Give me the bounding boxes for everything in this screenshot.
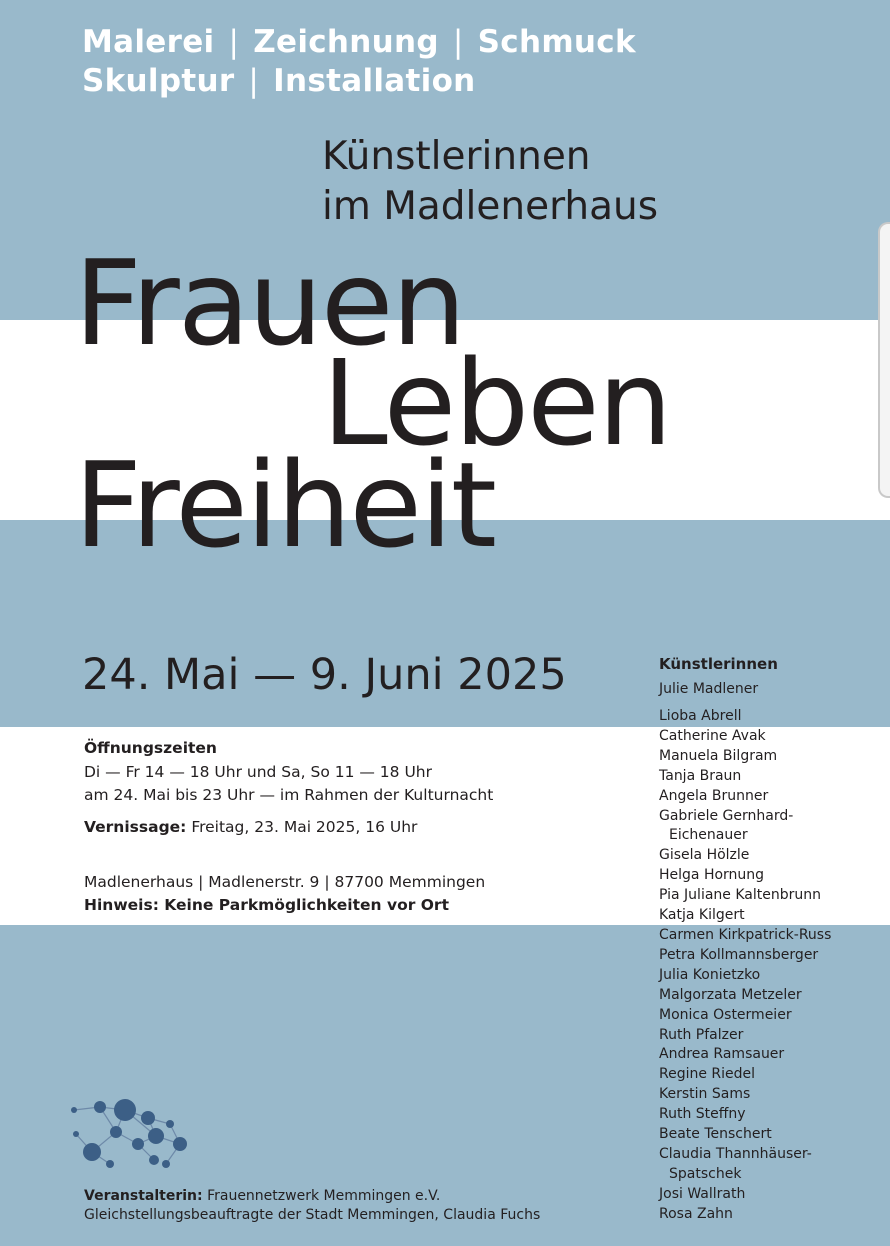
organizer-label: Veranstalterin: xyxy=(84,1188,203,1204)
artist-name: Regine Riedel xyxy=(659,1066,756,1083)
exhibition-dates: 24. Mai — 9. Juni 2025 xyxy=(82,650,567,700)
opening-hours-line-1: Di — Fr 14 — 18 Uhr und Sa, So 11 — 18 Uhr xyxy=(84,763,433,781)
subtitle-line-2: im Madlenerhaus xyxy=(322,184,659,229)
artist-name: Catherine Avak xyxy=(659,727,766,744)
artist-name: Josi Wallrath xyxy=(659,1185,746,1202)
organizer-line-1 xyxy=(84,1187,540,1206)
categories-line-1 xyxy=(82,24,636,60)
vernissage-label: Vernissage: xyxy=(84,818,187,836)
subtitle-line-1: Künstlerinnen xyxy=(322,134,591,179)
artist-name: Katja Kilgert xyxy=(659,907,745,924)
side-scroll-tab[interactable] xyxy=(878,222,890,498)
category-zeichnung: Zeichnung xyxy=(253,24,439,60)
artist-name: Angela Brunner xyxy=(659,787,769,804)
organizer xyxy=(84,1187,540,1225)
category-skulptur: Skulptur xyxy=(82,63,235,99)
artist-name: Lioba Abrell xyxy=(659,708,742,724)
headline-frauen: Frauen xyxy=(74,234,465,372)
opening-hours-line-2: am 24. Mai bis 23 Uhr — im Rahmen der Kulturnacht xyxy=(84,786,494,804)
category-installation: Installation xyxy=(273,63,476,99)
artist-name: Rosa Zahn xyxy=(659,1205,733,1222)
artist-name: Ruth Steffny xyxy=(659,1106,746,1123)
artist-name: Manuela Bilgram xyxy=(659,747,778,764)
headline-leben: Leben xyxy=(322,334,671,472)
artists-heading: Künstlerinnen xyxy=(659,655,778,673)
artist-name: Monica Ostermeier xyxy=(659,1006,792,1023)
artist-name: Gisela Hölzle xyxy=(659,847,750,864)
artist-name: Malgorzata Metzeler xyxy=(659,986,802,1003)
artist-name: Kerstin Sams xyxy=(659,1086,751,1103)
category-separator: | xyxy=(452,24,464,60)
artist-name: Claudia Thannhäuser- xyxy=(659,1145,812,1162)
parking-note: Hinweis: Keine Parkmöglichkeiten vor Ort xyxy=(84,896,449,914)
artist-name: Carmen Kirkpatrick-Russ xyxy=(659,926,832,943)
featured-artist: Julie Madlener xyxy=(659,681,759,697)
vernissage xyxy=(84,818,417,836)
category-separator: | xyxy=(228,24,240,60)
artist-name: Ruth Pfalzer xyxy=(659,1026,744,1043)
artist-name: Petra Kollmannsberger xyxy=(659,946,819,963)
address: Madlenerhaus | Madlenerstr. 9 | 87700 Memmingen xyxy=(84,873,486,891)
artist-name: Eichenauer xyxy=(669,827,748,844)
network-molecule-icon xyxy=(70,1094,194,1174)
artist-name: Andrea Ramsauer xyxy=(659,1046,785,1063)
artist-name: Gabriele Gernhard- xyxy=(659,807,794,824)
headline-freiheit: Freiheit xyxy=(74,436,496,574)
artist-name: Beate Tenschert xyxy=(659,1126,772,1143)
category-malerei: Malerei xyxy=(82,24,215,60)
artist-name: Spatschek xyxy=(669,1165,742,1182)
organizer-line-2: Gleichstellungsbeauftragte der Stadt Memmingen, Claudia Fuchs xyxy=(84,1207,541,1223)
artist-list xyxy=(659,707,887,1225)
category-schmuck: Schmuck xyxy=(477,24,636,60)
artist-name: Tanja Braun xyxy=(659,767,742,784)
organizer-name: Frauennetzwerk Memmingen e.V. xyxy=(207,1188,441,1204)
opening-hours-heading: Öffnungszeiten xyxy=(84,739,217,757)
category-separator: | xyxy=(248,63,260,99)
vernissage-value: Freitag, 23. Mai 2025, 16 Uhr xyxy=(191,818,418,836)
artist-name: Pia Juliane Kaltenbrunn xyxy=(659,887,821,904)
artist-name: Helga Hornung xyxy=(659,867,765,884)
artist-name: Julia Konietzko xyxy=(659,966,761,983)
artists-column xyxy=(659,655,887,1225)
categories-line-2 xyxy=(82,63,476,99)
